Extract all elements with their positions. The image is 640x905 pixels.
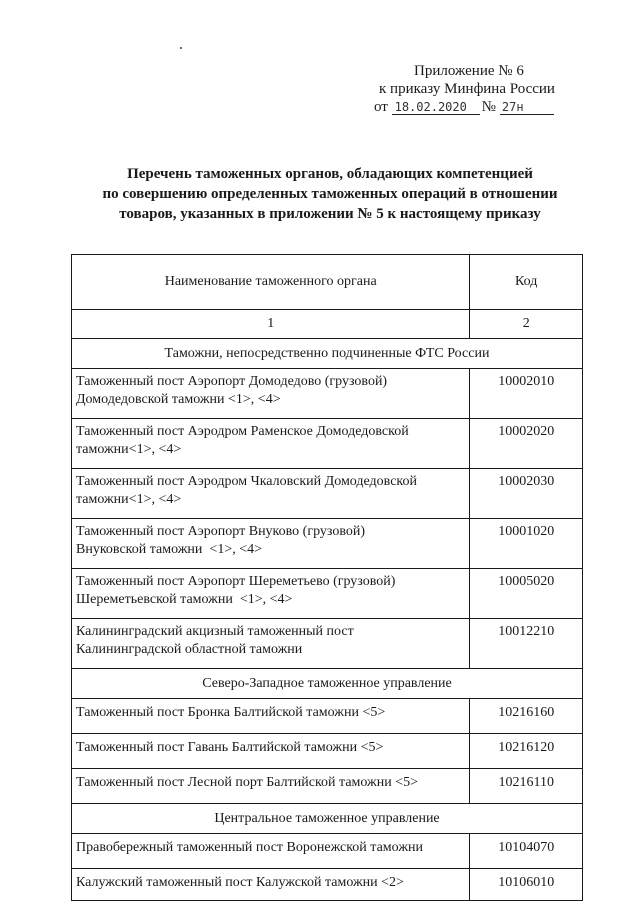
header-code: Код (470, 255, 583, 310)
name-line: Таможенный пост Аэропорт Внуково (грузовой) (76, 524, 366, 539)
table-row (72, 734, 583, 769)
appendix-date-line (374, 98, 624, 116)
name-line: Таможенный пост Аэродром Чкаловский Домодедовской (76, 474, 417, 489)
customs-office-name: Правобережный таможенный пост Воронежской таможни (72, 834, 470, 869)
header-name: Наименование таможенного органа (72, 255, 470, 310)
section-title: Северо-Западное таможенное управление (72, 669, 583, 699)
table-row (72, 699, 583, 734)
customs-code: 10002020 (470, 419, 583, 469)
scan-speck (180, 47, 182, 49)
customs-office-name: Таможенный пост Бронка Балтийской таможни <5> (72, 699, 470, 734)
customs-code: 10012210 (470, 619, 583, 669)
table-row (72, 519, 583, 569)
table-row (72, 419, 583, 469)
customs-office-name (72, 369, 470, 419)
customs-office-name (72, 469, 470, 519)
table-row (72, 869, 583, 901)
column-number-1: 1 (72, 310, 470, 339)
section-title: Таможни, непосредственно подчиненные ФТС России (72, 339, 583, 369)
customs-office-name: Калужский таможенный пост Калужской таможни <2> (72, 869, 470, 901)
column-number-2: 2 (470, 310, 583, 339)
title-line-2: по совершению определенных таможенных операций в отношении (102, 186, 558, 202)
section-row (72, 804, 583, 834)
customs-code: 10002010 (470, 369, 583, 419)
customs-code: 10216160 (470, 699, 583, 734)
column-number-row (72, 310, 583, 339)
customs-office-name: Таможенный пост Гавань Балтийской таможни <5> (72, 734, 470, 769)
customs-office-name (72, 619, 470, 669)
table-row (72, 834, 583, 869)
customs-code: 10001020 (470, 519, 583, 569)
customs-code: 10002030 (470, 469, 583, 519)
name-line: таможни<1>, <4> (76, 492, 182, 507)
order-date: 18.02.2020 (392, 101, 480, 115)
table-row (72, 569, 583, 619)
name-line: Калининградской областной таможни (76, 642, 303, 657)
section-row (72, 669, 583, 699)
customs-code: 10216120 (470, 734, 583, 769)
name-line: Шереметьевской таможни <1>, <4> (76, 592, 293, 607)
appendix-header (374, 62, 624, 116)
customs-office-name (72, 419, 470, 469)
appendix-number: Приложение № 6 (414, 63, 524, 79)
table-row (72, 619, 583, 669)
name-line: Таможенный пост Аэропорт Шереметьево (грузовой) (76, 574, 396, 589)
customs-code: 10106010 (470, 869, 583, 901)
name-line: Калининградский акцизный таможенный пост (76, 624, 354, 639)
customs-office-name: Таможенный пост Лесной порт Балтийской таможни <5> (72, 769, 470, 804)
section-row (72, 339, 583, 369)
name-line: Таможенный пост Аэродром Раменское Домодедовской (76, 424, 409, 439)
name-line: таможни<1>, <4> (76, 442, 182, 457)
table-row (72, 769, 583, 804)
customs-office-name (72, 519, 470, 569)
section-title: Центральное таможенное управление (72, 804, 583, 834)
title-line-3: товаров, указанных в приложении № 5 к настоящему приказу (119, 206, 541, 222)
name-line: Внуковской таможни <1>, <4> (76, 542, 262, 557)
name-line: Домодедовской таможни <1>, <4> (76, 392, 281, 407)
customs-table (71, 254, 583, 901)
from-label: от (374, 99, 388, 115)
appendix-order-ref: к приказу Минфина России (379, 81, 555, 97)
document-title (60, 164, 600, 224)
order-number: 27н (500, 101, 554, 115)
table-row (72, 369, 583, 419)
customs-code: 10216110 (470, 769, 583, 804)
table-row (72, 469, 583, 519)
customs-code: 10005020 (470, 569, 583, 619)
name-line: Таможенный пост Аэропорт Домодедово (грузовой) (76, 374, 388, 389)
title-line-1: Перечень таможенных органов, обладающих компетенцией (127, 166, 533, 182)
number-sign: № (481, 99, 496, 115)
customs-office-name (72, 569, 470, 619)
customs-code: 10104070 (470, 834, 583, 869)
table-header-row (72, 255, 583, 310)
